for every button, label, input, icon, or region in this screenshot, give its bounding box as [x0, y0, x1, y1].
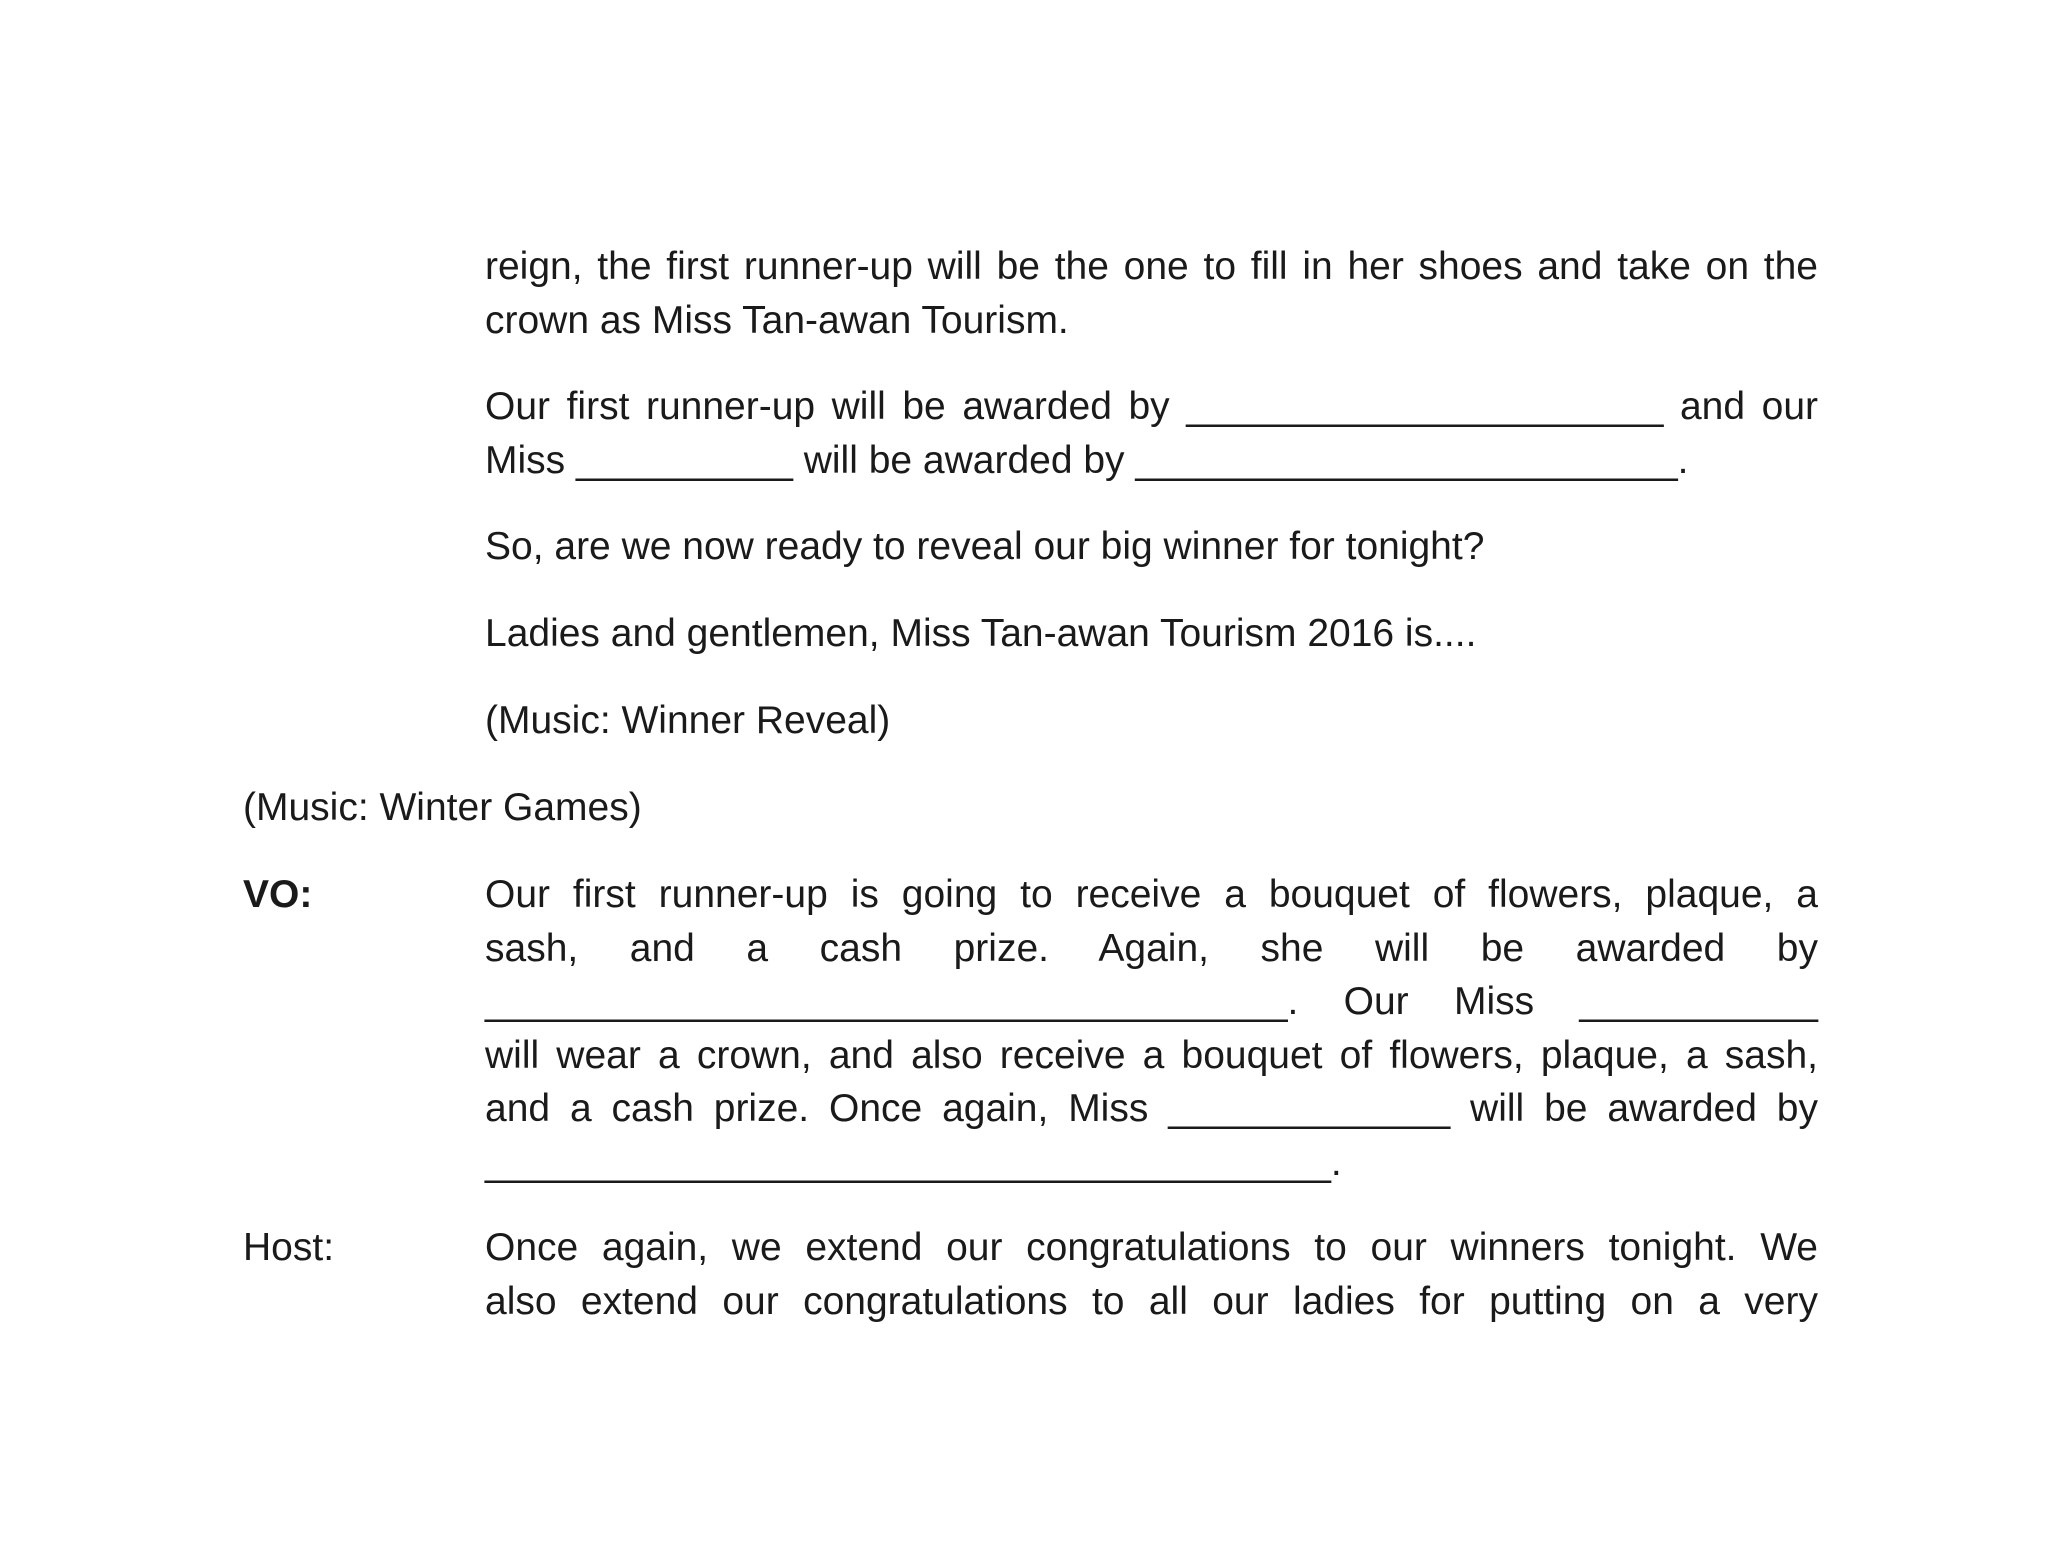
speaker-label-vo: VO: — [243, 873, 313, 916]
text-line: Miss __________ will be awarded by _________________________. — [485, 438, 1689, 482]
host-dialogue — [485, 1221, 1818, 1328]
music-cue-winner-reveal — [485, 694, 1818, 748]
paragraph-ladies-gentlemen — [485, 607, 1818, 661]
paragraph-reign — [485, 240, 1818, 347]
text-line: _____________________________________. Our Miss ___________ — [485, 980, 1818, 1023]
text-line: Our first runner-up will be awarded by ______________________ and our — [485, 385, 1818, 428]
text-line: (Music: Winter Games) — [243, 786, 642, 829]
vo-dialogue — [485, 868, 1818, 1189]
text-line: sash, and a cash prize. Again, she will be awarded by — [485, 926, 1818, 970]
text-line: and a cash prize. Once again, Miss _____________ will be awarded by — [485, 1087, 1818, 1130]
text-line: will wear a crown, and also receive a bouquet of flowers, plaque, a sash, — [485, 1033, 1818, 1077]
speaker-label-host: Host: — [243, 1226, 335, 1269]
paragraph-ready-reveal — [485, 520, 1818, 574]
text-line: reign, the first runner-up will be the one to fill in her shoes and take on the — [485, 245, 1818, 288]
text-line: also extend our congratulations to all our ladies for putting on a very — [485, 1279, 1818, 1323]
music-cue-winter-games — [243, 781, 642, 835]
text-line: (Music: Winner Reveal) — [485, 699, 891, 742]
text-line: crown as Miss Tan-awan Tourism. — [485, 298, 1069, 342]
text-line: So, are we now ready to reveal our big winner for tonight? — [485, 525, 1485, 568]
text-line: _______________________________________. — [485, 1140, 1342, 1184]
paragraph-award-presenters — [485, 380, 1818, 487]
text-line: Once again, we extend our congratulations to our winners tonight. We — [485, 1226, 1818, 1269]
text-line: Our first runner-up is going to receive a bouquet of flowers, plaque, a — [485, 873, 1818, 916]
text-line: Ladies and gentlemen, Miss Tan-awan Tourism 2016 is.... — [485, 612, 1477, 655]
